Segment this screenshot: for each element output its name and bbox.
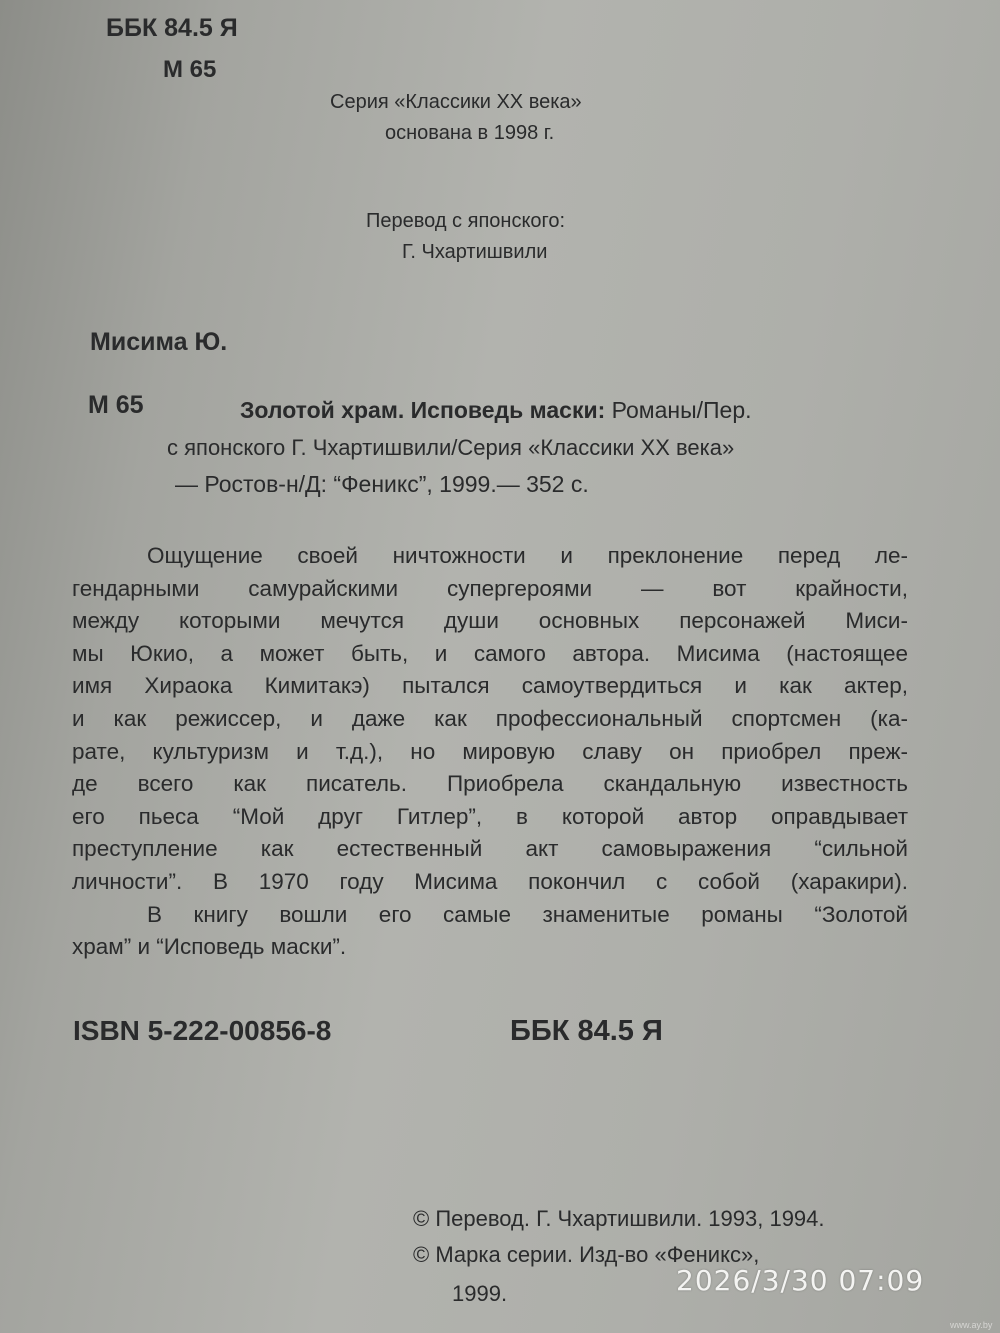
bibliographic-line-1: [240, 399, 752, 422]
annotation-line: и как режиссер, и даже как профессиональный спортсмен (ка-: [72, 705, 908, 731]
annotation-line: между которыми мечутся души основных персонажей Миси-: [72, 608, 908, 634]
annotation-line: имя Хираока Кимитакэ) пытался самоутвердиться и как актер,: [72, 673, 908, 699]
annotation-line: храм” и “Исповедь маски”.: [72, 934, 347, 960]
author-mark-top: М 65: [163, 56, 217, 83]
copyright-year: 1999.: [452, 1281, 508, 1306]
bbk-code-top: ББК 84.5 Я: [106, 14, 238, 42]
author-heading: Мисима Ю.: [90, 328, 228, 356]
translation-label: Перевод с японского:: [366, 210, 566, 232]
annotation-line: рате, культуризм и т.д.), но мировую славу он приобрел преж-: [72, 738, 908, 764]
annotation-paragraph: [72, 540, 908, 964]
bbk-code-bottom: ББК 84.5 Я: [510, 1015, 663, 1047]
annotation-line: гендарными самурайскими супергероями — вот крайности,: [72, 575, 908, 601]
isbn-code: ISBN 5-222-00856-8: [73, 1015, 332, 1046]
photo-timestamp: 2026/3/30 07:09: [676, 1264, 925, 1297]
author-mark-bibliographic: М 65: [88, 391, 144, 419]
translator-name: Г. Чхартишвили: [402, 241, 548, 263]
annotation-line: В книгу вошли его самые знаменитые романы “Золотой: [147, 901, 908, 927]
book-title: Золотой храм. Исповедь маски:: [240, 397, 606, 423]
bibliographic-line-3: — Ростов-н/Д: “Феникс”, 1999.— 352 с.: [175, 471, 589, 497]
series-title: Серия «Классики XX века»: [330, 91, 582, 113]
book-genre: Романы/Пер.: [611, 397, 752, 423]
annotation-line: де всего как писатель. Приобрела скандальную известность: [72, 771, 908, 797]
annotation-line: преступление как естественный акт самовыражения “сильной: [72, 836, 908, 862]
annotation-line: его пьеса “Мой друг Гитлер”, в которой автор оправдывает: [72, 803, 908, 829]
bibliographic-line-2: с японского Г. Чхартишвили/Серия «Классики XX века»: [167, 435, 735, 460]
site-watermark: www.ay.by: [950, 1320, 993, 1330]
copyright-series-mark: © Марка серии. Изд-во «Феникс»,: [413, 1242, 760, 1267]
annotation-line: мы Юкио, а может быть, и самого автора. Мисима (настоящее: [72, 640, 908, 666]
series-founded: основана в 1998 г.: [385, 122, 555, 144]
annotation-line: Ощущение своей ничтожности и преклонение перед ле-: [147, 543, 908, 568]
annotation-line: личности”. В 1970 году Мисима покончил с собой (харакири).: [72, 868, 908, 894]
copyright-translation: © Перевод. Г. Чхартишвили. 1993, 1994.: [413, 1206, 825, 1231]
